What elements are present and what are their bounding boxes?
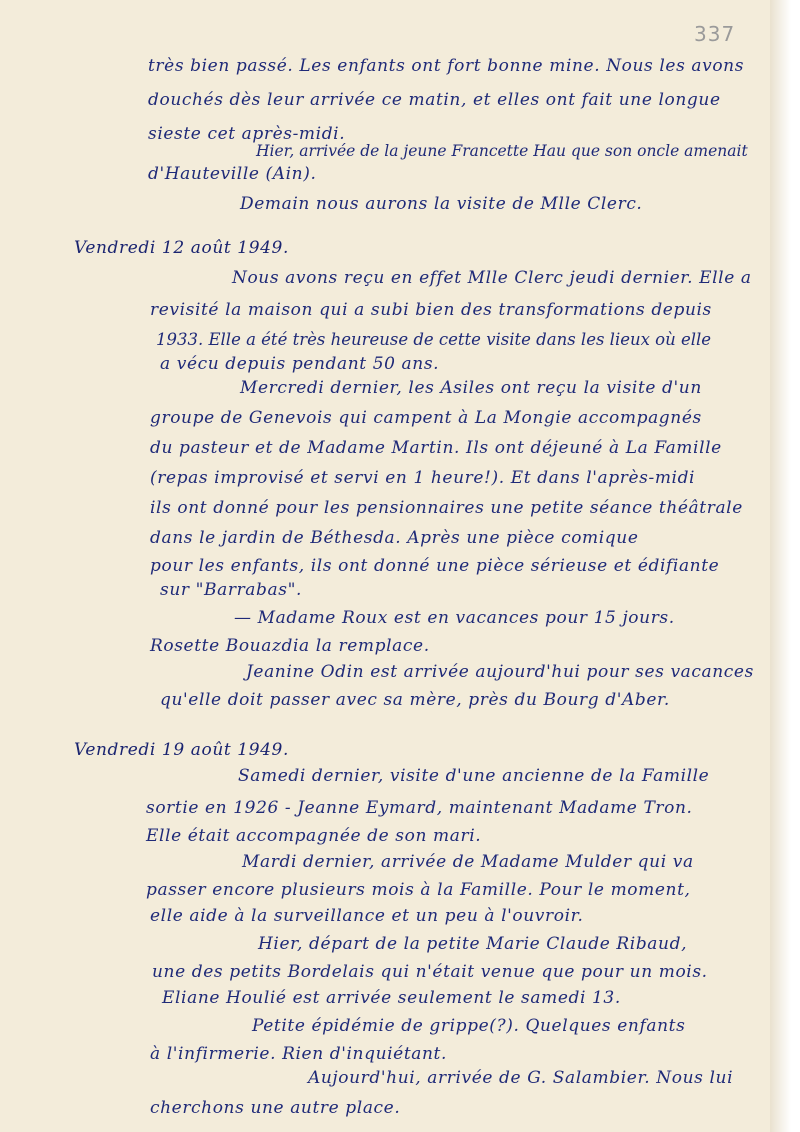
text-line: — Madame Roux est en vacances pour 15 jours.	[234, 608, 675, 628]
text-line: Petite épidémie de grippe(?). Quelques enfants	[252, 1016, 686, 1036]
text-line: elle aide à la surveillance et un peu à l'ouvroir.	[150, 906, 584, 926]
text-line: sortie en 1926 - Jeanne Eymard, maintenant Madame Tron.	[146, 798, 693, 818]
text-line: Mercredi dernier, les Asiles ont reçu la visite d'un	[240, 378, 702, 398]
text-line: Demain nous aurons la visite de Mlle Clerc.	[240, 194, 643, 214]
text-line: groupe de Genevois qui campent à La Mongie accompagnés	[150, 408, 702, 428]
text-line: une des petits Bordelais qui n'était venue que pour un mois.	[152, 962, 708, 982]
text-line: Hier, arrivée de la jeune Francette Hau que son oncle amenait	[256, 142, 748, 160]
text-line: Mardi dernier, arrivée de Madame Mulder qui va	[242, 852, 694, 872]
entry-date-heading: Vendredi 19 août 1949.	[74, 740, 289, 760]
text-line: à l'infirmerie. Rien d'inquiétant.	[150, 1044, 447, 1064]
text-line: (repas improvisé et servi en 1 heure!). Et dans l'après-midi	[150, 468, 696, 488]
text-line: Eliane Houlié est arrivée seulement le samedi 13.	[162, 988, 621, 1008]
text-line: douchés dès leur arrivée ce matin, et elles ont fait une longue	[148, 90, 721, 110]
page-number: 337	[694, 22, 736, 46]
text-line: Nous avons reçu en effet Mlle Clerc jeudi dernier. Elle a	[232, 268, 752, 288]
text-line: revisité la maison qui a subi bien des transformations depuis	[150, 300, 712, 320]
text-line: d'Hauteville (Ain).	[148, 164, 317, 184]
text-line: qu'elle doit passer avec sa mère, près du Bourg d'Aber.	[160, 690, 670, 710]
text-line: Elle était accompagnée de son mari.	[146, 826, 482, 846]
text-line: ils ont donné pour les pensionnaires une petite séance théâtrale	[150, 498, 743, 518]
text-line: passer encore plusieurs mois à la Famille. Pour le moment,	[146, 880, 691, 900]
entry-date-heading: Vendredi 12 août 1949.	[74, 238, 289, 258]
text-line: sur "Barrabas".	[160, 580, 303, 600]
text-line: Aujourd'hui, arrivée de G. Salambier. Nous lui	[308, 1068, 734, 1088]
scan-margin	[770, 0, 800, 1132]
text-line: 1933. Elle a été très heureuse de cette visite dans les lieux où elle	[156, 330, 712, 349]
text-line: Jeanine Odin est arrivée aujourd'hui pour ses vacances	[246, 662, 754, 682]
text-line: Rosette Bouazdia la remplace.	[150, 636, 430, 656]
text-line: Hier, départ de la petite Marie Claude Ribaud,	[258, 934, 688, 954]
text-line: dans le jardin de Béthesda. Après une pièce comique	[150, 528, 639, 548]
text-line: du pasteur et de Madame Martin. Ils ont déjeuné à La Famille	[150, 438, 722, 458]
text-line: a vécu depuis pendant 50 ans.	[160, 354, 440, 374]
text-line: très bien passé. Les enfants ont fort bonne mine. Nous les avons	[148, 56, 745, 76]
text-line: pour les enfants, ils ont donné une pièce sérieuse et édifiante	[150, 556, 720, 576]
text-line: cherchons une autre place.	[150, 1098, 401, 1118]
text-line: sieste cet après-midi.	[148, 124, 346, 144]
text-line: Samedi dernier, visite d'une ancienne de la Famille	[238, 766, 710, 786]
